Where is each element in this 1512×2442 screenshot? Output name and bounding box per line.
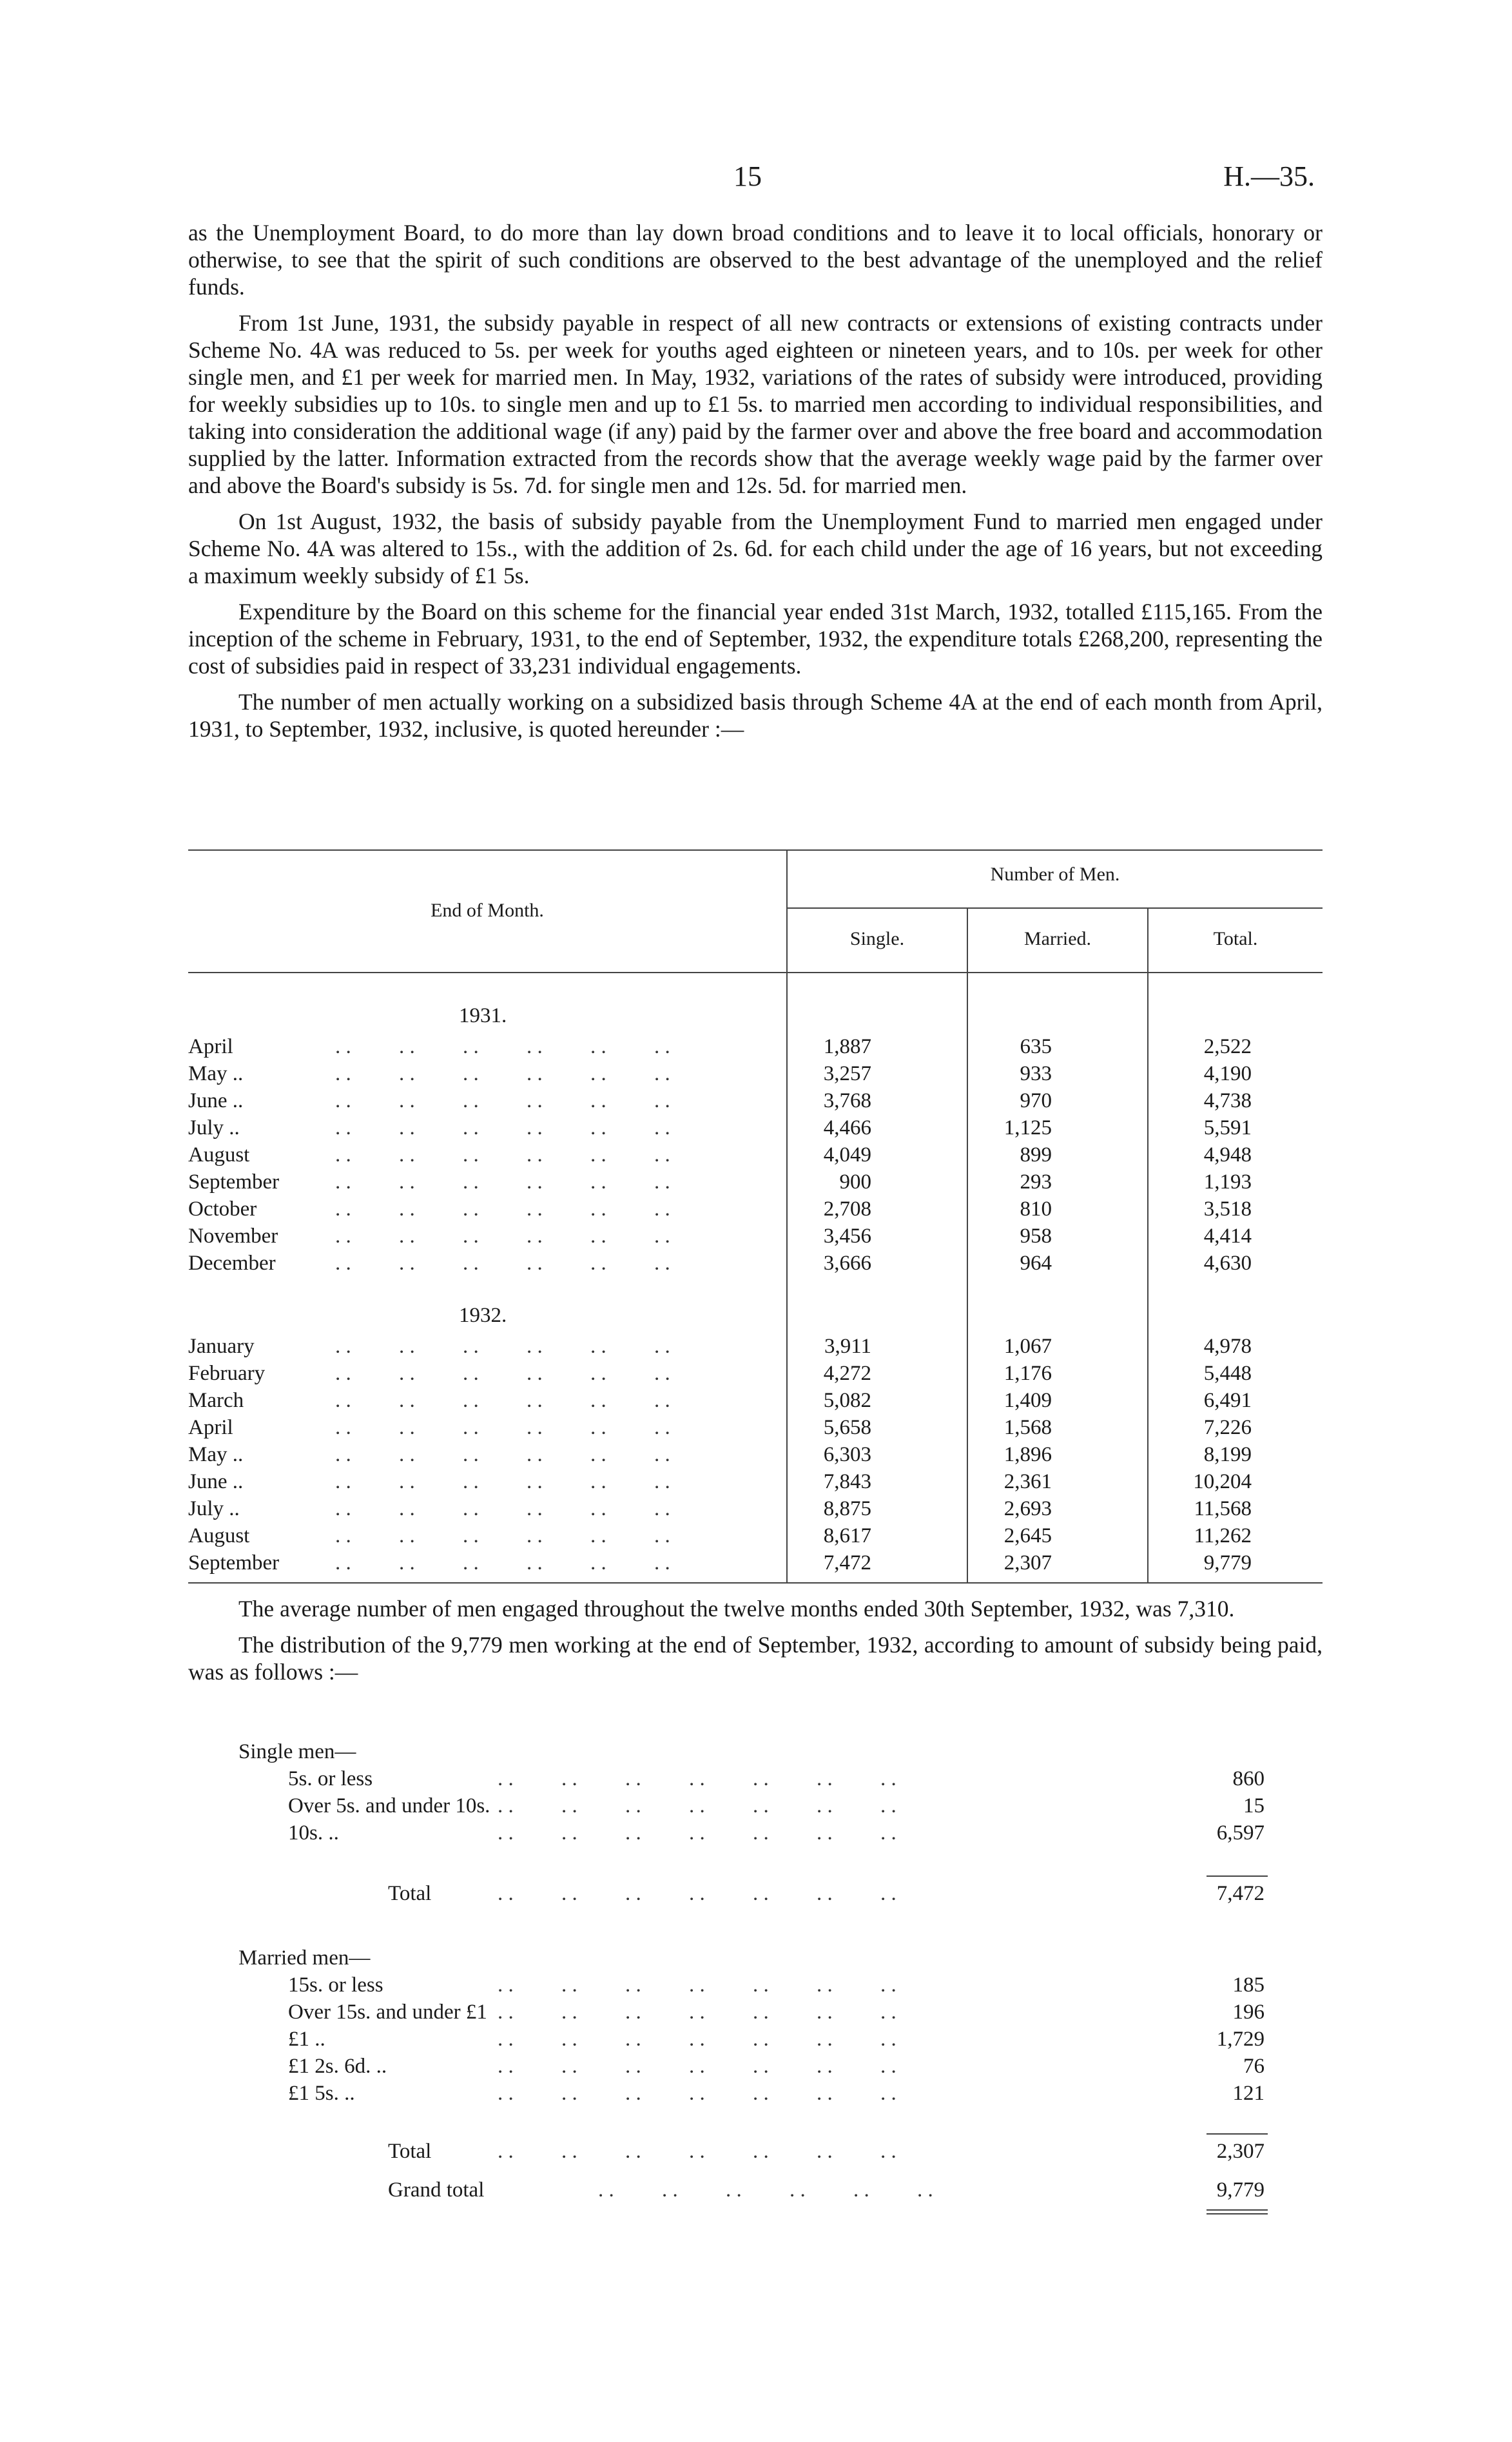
leader-dots: . . . . . . . . . . . . xyxy=(335,1335,670,1358)
page-number: 15 xyxy=(733,160,762,192)
married-subtotal-rule xyxy=(1207,2133,1268,2135)
leader-dots: . . . . . . . . . . . . xyxy=(335,1416,670,1439)
leader-dots: . . . . . . . . . . . . xyxy=(335,1497,670,1520)
leader-dots: . . . . . . . . . . . . . . xyxy=(498,1794,897,1817)
distribution-label: £1 5s. .. xyxy=(288,2082,355,2105)
table-row xyxy=(188,1551,1323,1578)
after-table-text xyxy=(188,1595,1323,1694)
distribution-label: 10s. .. xyxy=(288,1821,339,1845)
grand-total-label: Grand total xyxy=(388,2178,485,2202)
leader-dots: . . . . . . . . . . . . xyxy=(335,1170,670,1194)
leader-dots: . . . . . . . . . . . . xyxy=(335,1197,670,1221)
group-header-rule xyxy=(788,907,1323,909)
distribution-value: 1,729 xyxy=(1216,2028,1265,2051)
month-cell: August xyxy=(188,1524,250,1547)
married-cell: 2,307 xyxy=(1003,1551,1052,1575)
total-cell: 6,491 xyxy=(1203,1389,1252,1412)
header-total: Total. xyxy=(1213,928,1258,949)
leader-dots: . . . . . . . . . . . . xyxy=(598,2178,933,2202)
month-cell: April xyxy=(188,1035,233,1058)
married-cell: 810 xyxy=(1020,1197,1052,1221)
table-bottom-rule xyxy=(188,1582,1323,1584)
distribution-label: 15s. or less xyxy=(288,1973,383,1997)
total-cell: 9,779 xyxy=(1203,1551,1252,1575)
table-row xyxy=(188,1470,1323,1497)
year-label-1932: 1932. xyxy=(459,1304,507,1327)
married-cell: 1,568 xyxy=(1003,1416,1052,1439)
document-reference: H.—35. xyxy=(1223,160,1315,192)
distribution-row xyxy=(188,1973,1323,2001)
single-cell: 4,466 xyxy=(823,1116,871,1139)
distribution-label: Over 5s. and under 10s. xyxy=(288,1794,490,1817)
total-cell: 2,522 xyxy=(1203,1035,1252,1058)
distribution-row xyxy=(188,2028,1323,2055)
leader-dots: . . . . . . . . . . . . xyxy=(335,1252,670,1275)
married-total-row xyxy=(188,2140,1323,2167)
single-total-label: Total xyxy=(388,1882,432,1905)
distribution-label: £1 2s. 6d. .. xyxy=(288,2055,387,2078)
leader-dots: . . . . . . . . . . . . . . xyxy=(498,2140,897,2163)
total-cell: 4,978 xyxy=(1203,1335,1252,1358)
leader-dots: . . . . . . . . . . . . xyxy=(335,1225,670,1248)
total-cell: 1,193 xyxy=(1203,1170,1252,1194)
leader-dots: . . . . . . . . . . . . . . xyxy=(498,2028,897,2051)
leader-dots: . . . . . . . . . . . . xyxy=(335,1551,670,1575)
single-cell: 7,472 xyxy=(823,1551,871,1575)
table-top-rule xyxy=(188,849,1323,851)
married-cell: 293 xyxy=(1020,1170,1052,1194)
married-cell: 964 xyxy=(1020,1252,1052,1275)
total-cell: 8,199 xyxy=(1203,1443,1252,1466)
married-cell: 958 xyxy=(1020,1225,1052,1248)
single-cell: 4,272 xyxy=(823,1362,871,1385)
married-cell: 970 xyxy=(1020,1089,1052,1112)
distribution-label: Over 15s. and under £1 xyxy=(288,2001,487,2024)
month-cell: June .. xyxy=(188,1089,244,1112)
table-row xyxy=(188,1225,1323,1252)
distribution-label: 5s. or less xyxy=(288,1767,373,1790)
married-cell: 2,645 xyxy=(1003,1524,1052,1547)
month-cell: September xyxy=(188,1551,280,1575)
month-cell: January xyxy=(188,1335,255,1358)
distribution-row xyxy=(188,2001,1323,2028)
distribution-value: 196 xyxy=(1232,2001,1265,2024)
married-cell: 1,067 xyxy=(1003,1335,1052,1358)
month-cell: May .. xyxy=(188,1443,244,1466)
subsidy-distribution xyxy=(188,1740,1323,2256)
month-cell: August xyxy=(188,1143,250,1167)
table-row xyxy=(188,1089,1323,1116)
month-cell: June .. xyxy=(188,1470,244,1493)
table-row xyxy=(188,1389,1323,1416)
total-cell: 4,414 xyxy=(1203,1225,1252,1248)
distribution-row xyxy=(188,1821,1323,1848)
single-cell: 3,456 xyxy=(823,1225,871,1248)
total-cell: 5,448 xyxy=(1203,1362,1252,1385)
month-cell: March xyxy=(188,1389,244,1412)
average-paragraph: The average number of men engaged throughout the twelve months ended 30th September, 1932, was 7,310. xyxy=(238,1596,1235,1622)
distribution-value: 860 xyxy=(1232,1767,1265,1790)
single-cell: 4,049 xyxy=(823,1143,871,1167)
paragraph-2: From 1st June, 1931, the subsidy payable in respect of all new contracts or extensions of existing contracts under Scheme No. 4A was reduced to 5s. per week for youths aged eighteen or nineteen years, and to 10s. per week for other single men, and £1 per week for married men. In May, 1932, variations of the rates of subsidy were introduced, providing for weekly subsidies up to 10s. to single men and up to £1 5s. to married men according to individual responsibilities, and taking into consideration the additional wage (if any) paid by the farmer over and above the free board and accommodation supplied by the latter. Information extracted from the records show that the average weekly wage paid by the farmer over and above the Board's subsidy is 5s. 7d. for single men and 12s. 5d. for married men. xyxy=(188,310,1323,498)
month-cell: July .. xyxy=(188,1116,240,1139)
single-subtotal-rule xyxy=(1207,1875,1268,1877)
leader-dots: . . . . . . . . . . . . xyxy=(335,1443,670,1466)
grand-total-value: 9,779 xyxy=(1216,2178,1265,2202)
single-cell: 8,875 xyxy=(823,1497,871,1520)
table-row xyxy=(188,1116,1323,1143)
single-cell: 8,617 xyxy=(823,1524,871,1547)
married-cell: 2,693 xyxy=(1003,1497,1052,1520)
leader-dots: . . . . . . . . . . . . xyxy=(335,1035,670,1058)
month-cell: February xyxy=(188,1362,266,1385)
single-cell: 7,843 xyxy=(823,1470,871,1493)
distribution-value: 121 xyxy=(1232,2082,1265,2105)
married-cell: 2,361 xyxy=(1003,1470,1052,1493)
married-cell: 933 xyxy=(1020,1062,1052,1085)
married-cell: 635 xyxy=(1020,1035,1052,1058)
paragraph-5: The number of men actually working on a subsidized basis through Scheme 4A at the end of each month from April, 1931, to September, 1932, inclusive, is quoted hereunder :— xyxy=(188,689,1323,742)
distribution-row xyxy=(188,2055,1323,2082)
year-label-1931: 1931. xyxy=(459,1004,507,1027)
leader-dots: . . . . . . . . . . . . . . xyxy=(498,2055,897,2078)
distribution-row xyxy=(188,1794,1323,1821)
month-cell: November xyxy=(188,1225,278,1248)
total-cell: 4,630 xyxy=(1203,1252,1252,1275)
grand-total-rule-1 xyxy=(1207,2209,1268,2211)
single-cell: 5,658 xyxy=(823,1416,871,1439)
married-cell: 899 xyxy=(1020,1143,1052,1167)
married-cell: 1,125 xyxy=(1003,1116,1052,1139)
body-text xyxy=(188,219,1323,751)
month-cell: April xyxy=(188,1416,233,1439)
month-cell: October xyxy=(188,1197,257,1221)
total-cell: 4,948 xyxy=(1203,1143,1252,1167)
leader-dots: . . . . . . . . . . . . . . xyxy=(498,1973,897,1997)
single-total-value: 7,472 xyxy=(1216,1882,1265,1905)
header-number-of-men: Number of Men. xyxy=(990,864,1120,885)
paragraph-4: Expenditure by the Board on this scheme for the financial year ended 31st March, 1932, totalled £115,165. From the inception of the scheme in February, 1931, to the end of September, 1932, the expenditure totals £268,200, representing the cost of subsidies paid in respect of 33,231 individual engagements. xyxy=(188,599,1323,679)
paragraph-3: On 1st August, 1932, the basis of subsidy payable from the Unemployment Fund to married men engaged under Scheme No. 4A was altered to 15s., with the addition of 2s. 6d. for each child under the age of 16 years, but not exceeding a maximum weekly subsidy of £1 5s. xyxy=(188,509,1323,588)
leader-dots: . . . . . . . . . . . . xyxy=(335,1116,670,1139)
single-total-row xyxy=(188,1882,1323,1909)
month-cell: December xyxy=(188,1252,276,1275)
married-cell: 1,896 xyxy=(1003,1443,1052,1466)
total-cell: 4,190 xyxy=(1203,1062,1252,1085)
table-row xyxy=(188,1524,1323,1551)
leader-dots: . . . . . . . . . . . . xyxy=(335,1062,670,1085)
leader-dots: . . . . . . . . . . . . . . xyxy=(498,1882,897,1905)
married-men-heading: Married men— xyxy=(238,1946,371,1970)
table-row xyxy=(188,1143,1323,1170)
total-cell: 4,738 xyxy=(1203,1089,1252,1112)
leader-dots: . . . . . . . . . . . . xyxy=(335,1524,670,1547)
grand-total-row xyxy=(188,2178,1323,2205)
header-end-of-month: End of Month. xyxy=(431,900,544,921)
month-cell: September xyxy=(188,1170,280,1194)
distribution-intro-paragraph: The distribution of the 9,779 men working at the end of September, 1932, according to amount of subsidy being paid, was as follows :— xyxy=(188,1632,1323,1685)
table-row xyxy=(188,1252,1323,1279)
leader-dots: . . . . . . . . . . . . . . xyxy=(498,2001,897,2024)
table-row xyxy=(188,1197,1323,1225)
month-cell: May .. xyxy=(188,1062,244,1085)
total-cell: 3,518 xyxy=(1203,1197,1252,1221)
leader-dots: . . . . . . . . . . . . . . xyxy=(498,2082,897,2105)
leader-dots: . . . . . . . . . . . . xyxy=(335,1470,670,1493)
men-working-table xyxy=(188,849,1323,1587)
total-cell: 5,591 xyxy=(1203,1116,1252,1139)
total-cell: 7,226 xyxy=(1203,1416,1252,1439)
single-cell: 3,666 xyxy=(823,1252,871,1275)
grand-total-rule-2 xyxy=(1207,2213,1268,2214)
single-cell: 3,911 xyxy=(824,1335,871,1358)
single-cell: 5,082 xyxy=(823,1389,871,1412)
total-cell: 10,204 xyxy=(1193,1470,1252,1493)
distribution-value: 15 xyxy=(1243,1794,1265,1817)
single-cell: 3,768 xyxy=(823,1089,871,1112)
married-cell: 1,176 xyxy=(1003,1362,1052,1385)
leader-dots: . . . . . . . . . . . . . . xyxy=(498,1767,897,1790)
distribution-label: £1 .. xyxy=(288,2028,325,2051)
table-row xyxy=(188,1062,1323,1089)
married-total-value: 2,307 xyxy=(1216,2140,1265,2163)
single-cell: 3,257 xyxy=(823,1062,871,1085)
leader-dots: . . . . . . . . . . . . xyxy=(335,1089,670,1112)
table-row xyxy=(188,1497,1323,1524)
distribution-value: 6,597 xyxy=(1216,1821,1265,1845)
distribution-row xyxy=(188,2082,1323,2109)
leader-dots: . . . . . . . . . . . . xyxy=(335,1362,670,1385)
single-cell: 2,708 xyxy=(823,1197,871,1221)
table-row xyxy=(188,1035,1323,1062)
table-row xyxy=(188,1416,1323,1443)
single-cell: 6,303 xyxy=(823,1443,871,1466)
table-row xyxy=(188,1443,1323,1470)
table-row xyxy=(188,1335,1323,1362)
header-single: Single. xyxy=(849,928,905,949)
distribution-row xyxy=(188,1767,1323,1794)
total-cell: 11,262 xyxy=(1194,1524,1252,1547)
single-cell: 1,887 xyxy=(823,1035,871,1058)
table-row xyxy=(188,1170,1323,1197)
distribution-value: 76 xyxy=(1243,2055,1265,2078)
leader-dots: . . . . . . . . . . . . xyxy=(335,1143,670,1167)
month-cell: July .. xyxy=(188,1497,240,1520)
table-row xyxy=(188,1362,1323,1389)
single-men-heading: Single men— xyxy=(238,1740,356,1763)
married-cell: 1,409 xyxy=(1003,1389,1052,1412)
total-cell: 11,568 xyxy=(1194,1497,1252,1520)
leader-dots: . . . . . . . . . . . . . . xyxy=(498,1821,897,1845)
paragraph-1: as the Unemployment Board, to do more than lay down broad conditions and to leave it to local officials, honorary or otherwise, to see that the spirit of such conditions are observed to the best advantage of the unemployed and the relief funds. xyxy=(188,220,1323,300)
married-total-label: Total xyxy=(388,2140,432,2163)
single-cell: 900 xyxy=(839,1170,871,1194)
leader-dots: . . . . . . . . . . . . xyxy=(335,1389,670,1412)
distribution-value: 185 xyxy=(1232,1973,1265,1997)
header-married: Married. xyxy=(1023,928,1092,949)
header-bottom-rule xyxy=(188,972,1323,973)
